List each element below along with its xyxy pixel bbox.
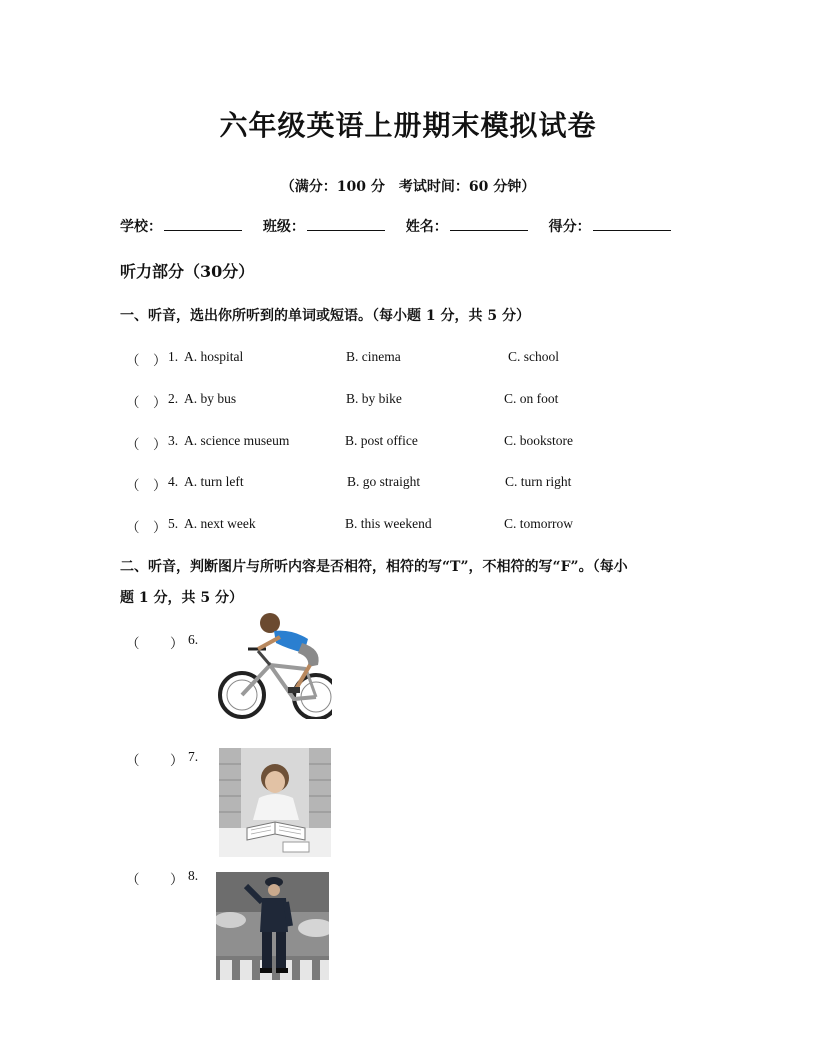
boy-riding-bike-image (218, 609, 332, 719)
option-c: C. turn right (505, 474, 572, 489)
answer-paren[interactable]: （ ） (126, 520, 167, 535)
class-blank[interactable] (307, 218, 385, 231)
question-number: 4. (168, 474, 179, 489)
name-blank[interactable] (450, 218, 528, 231)
answer-paren-left[interactable]: （ (126, 872, 140, 887)
option-c: C. on foot (504, 391, 559, 406)
answer-paren-left[interactable]: （ (126, 753, 140, 768)
option-a: A. next week (184, 516, 256, 531)
part2-heading-line2: 题 1 分，共 5 分） (120, 590, 243, 606)
answer-paren[interactable]: （ ） (126, 395, 167, 410)
school-field: 学校： (120, 216, 242, 236)
name-field: 姓名： (406, 216, 528, 236)
school-blank[interactable] (164, 218, 242, 231)
answer-paren-right[interactable]: ） (170, 753, 184, 768)
option-a: A. by bus (184, 391, 237, 406)
option-a: A. turn left (184, 474, 244, 489)
answer-paren-right[interactable]: ） (170, 872, 184, 887)
option-a: A. science museum (184, 433, 290, 448)
question-number: 3. (168, 433, 179, 448)
student-info-row (120, 216, 687, 236)
part2-heading-line1: 二、听音，判断图片与所听内容是否相符，相符的写“T”，不相符的写“F”。（每小 (120, 559, 628, 575)
part1-heading: 一、听音，选出你所听到的单词或短语。（每小题 1 分，共 5 分） (120, 308, 530, 324)
exam-subtitle: （满分：100 分 考试时间：60 分钟） (280, 179, 536, 195)
score-blank[interactable] (593, 218, 671, 231)
question-number: 6. (188, 632, 199, 647)
police-officer-directing-traffic-image (216, 872, 329, 980)
class-field: 班级： (263, 216, 385, 236)
question-number: 8. (188, 868, 199, 883)
page-title: 六年级英语上册期末模拟试卷 (219, 109, 597, 142)
question-number: 1. (168, 349, 179, 364)
listening-section-heading: 听力部分（30分） (120, 262, 255, 281)
answer-paren-left[interactable]: （ (126, 636, 140, 651)
question-number: 2. (168, 391, 179, 406)
answer-paren-right[interactable]: ） (170, 636, 184, 651)
option-b: B. by bike (346, 391, 402, 406)
girl-reading-in-library-image (219, 748, 331, 857)
question-number: 5. (168, 516, 179, 531)
option-b: B. this weekend (345, 516, 432, 531)
answer-paren[interactable]: （ ） (126, 437, 167, 452)
option-b: B. post office (345, 433, 418, 448)
option-a: A. hospital (184, 349, 244, 364)
answer-paren[interactable]: （ ） (126, 353, 167, 368)
option-c: C. tomorrow (504, 516, 573, 531)
score-field: 得分： (549, 216, 671, 236)
option-c: C. bookstore (504, 433, 573, 448)
question-number: 7. (188, 749, 199, 764)
option-b: B. go straight (347, 474, 421, 489)
option-b: B. cinema (346, 349, 401, 364)
option-c: C. school (508, 349, 560, 364)
answer-paren[interactable]: （ ） (126, 478, 167, 493)
